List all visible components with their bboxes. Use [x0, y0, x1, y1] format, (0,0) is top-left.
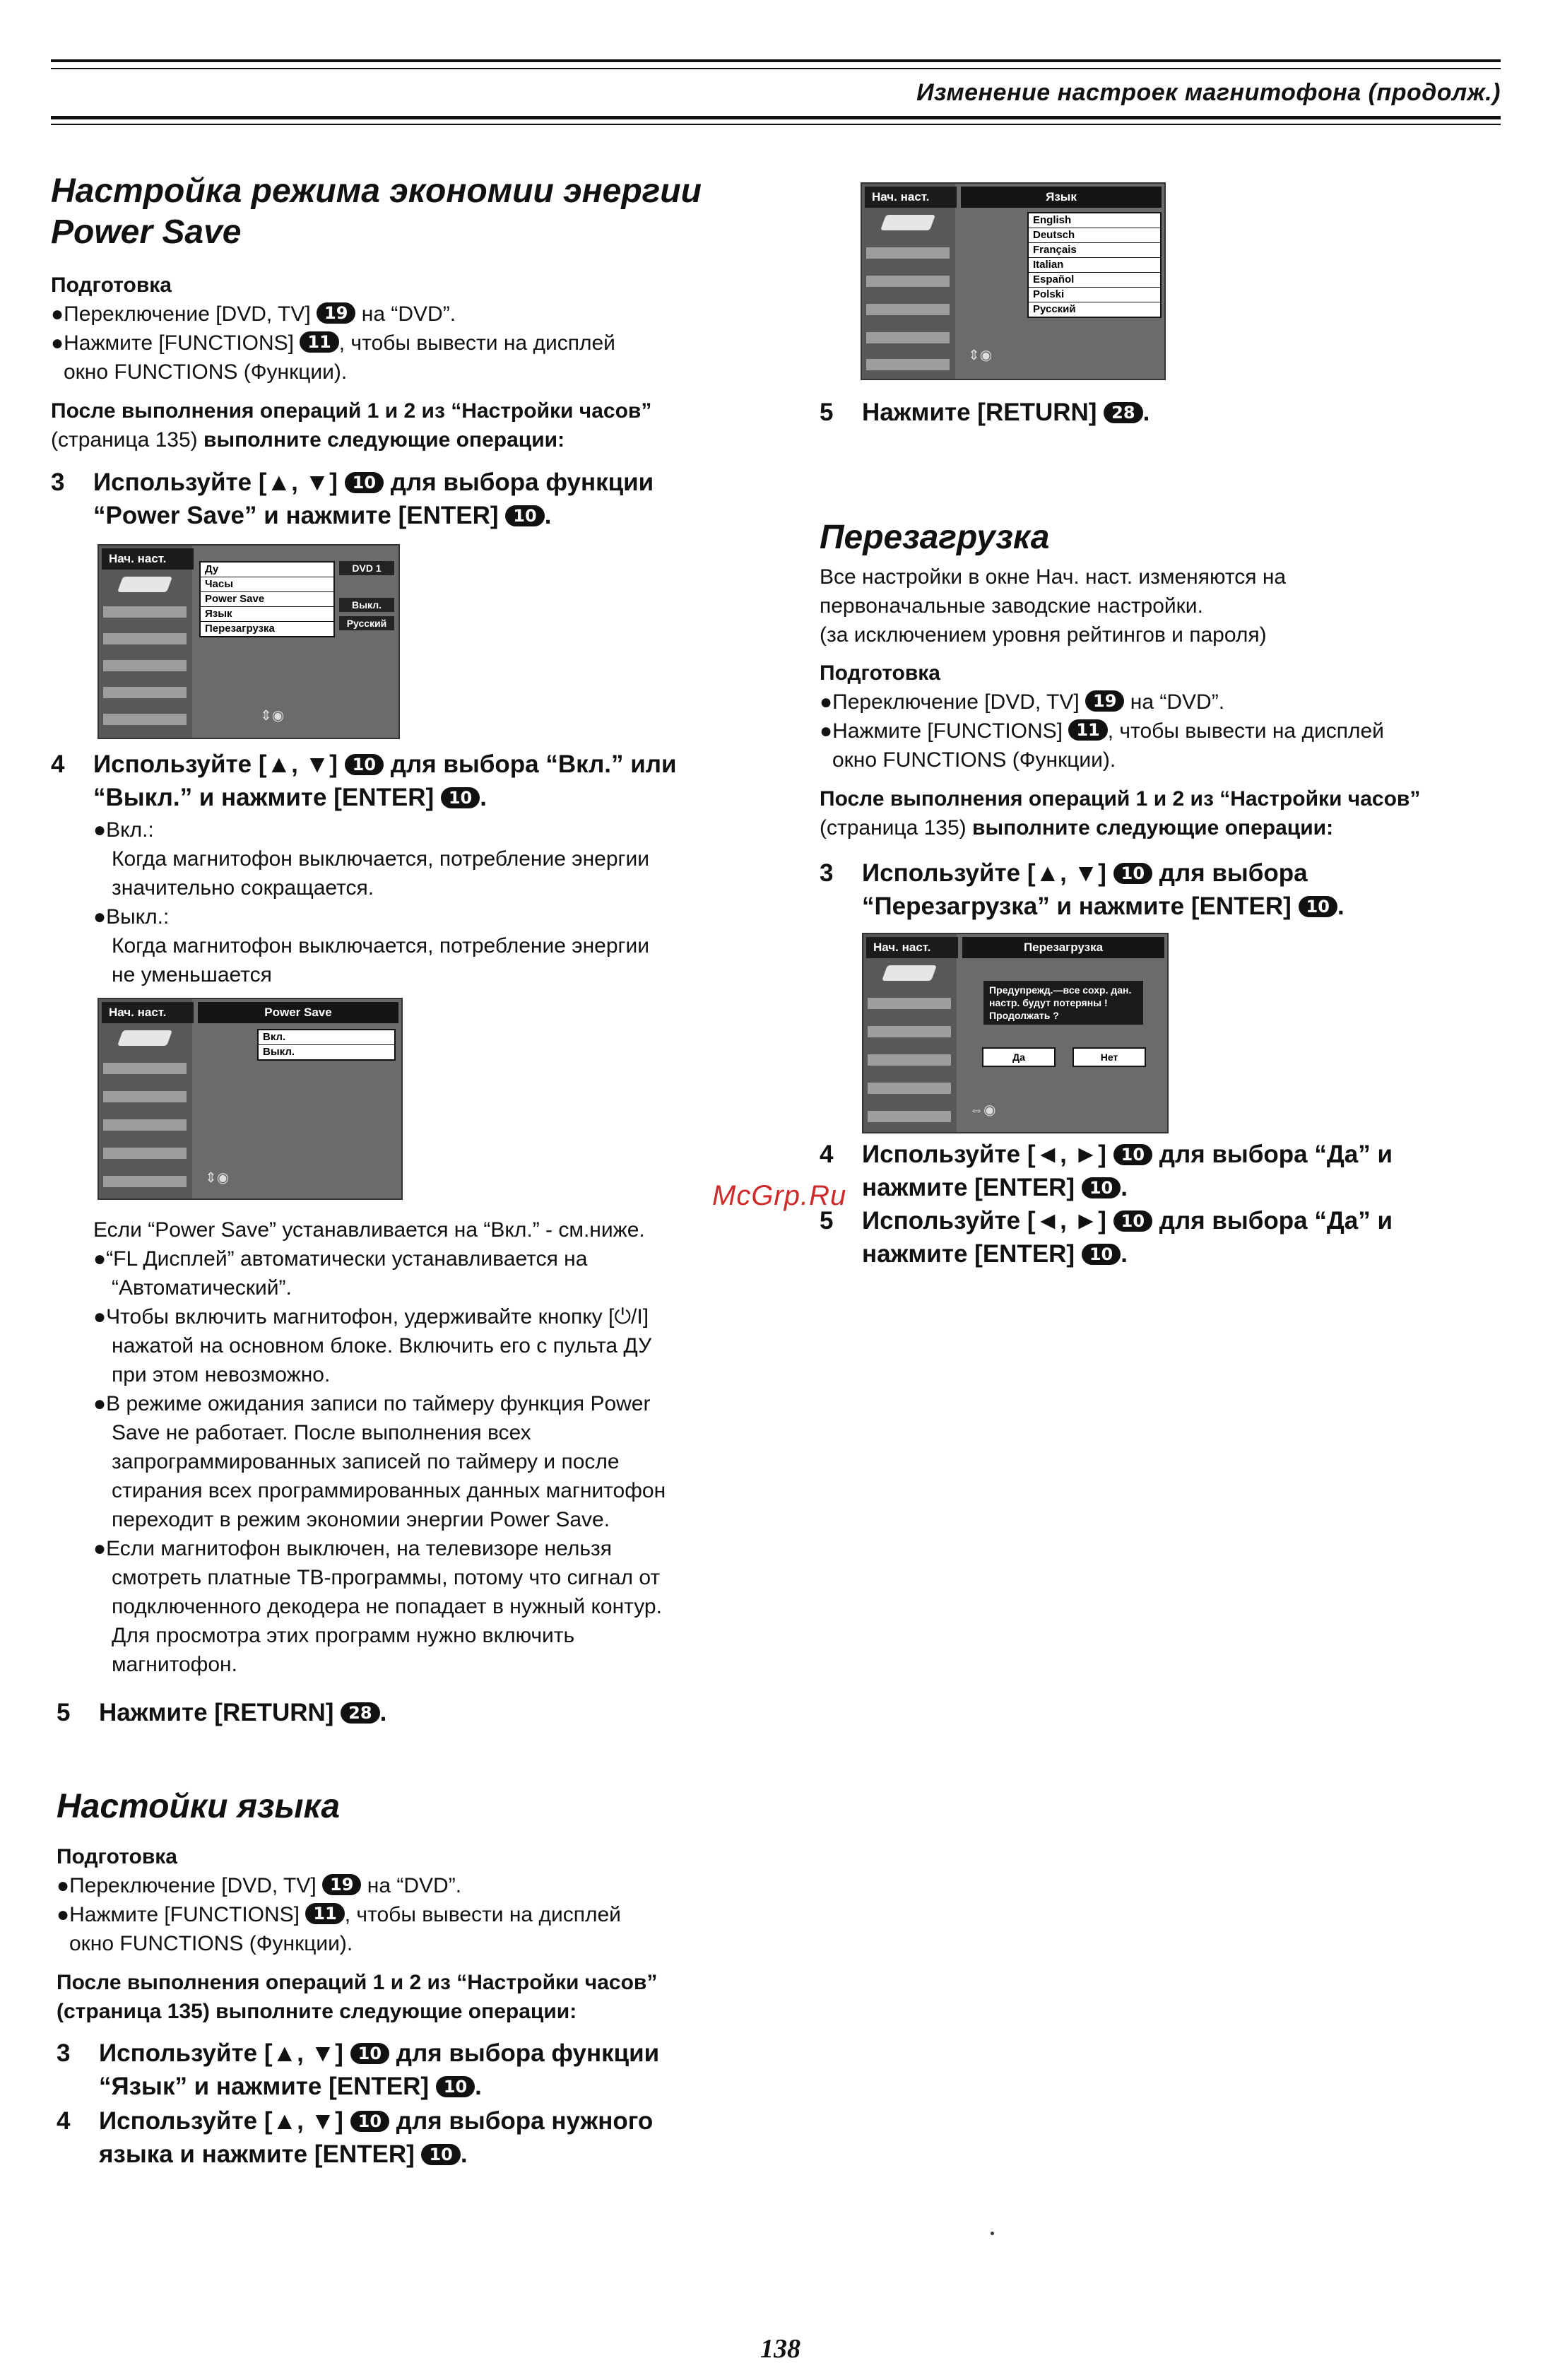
lang-after-line1: После выполнения операций 1 и 2 из “Настройки часов” [57, 1971, 658, 1994]
screen-head: Нач. наст. [866, 937, 958, 958]
ps-options-list [257, 1029, 396, 1061]
note-4-cont2: подключенного декодера не попадает в нужный контур. [112, 1595, 662, 1618]
power-save-title [51, 171, 757, 253]
off-label: ●Выкл.: [93, 905, 170, 929]
lang-prep-line2-cont: окно FUNCTIONS (Функции). [69, 1932, 353, 1955]
screen-language [861, 182, 1166, 380]
menu-item-reset: Перезагрузка [205, 623, 275, 635]
page-number: 138 [760, 2334, 800, 2364]
reset-step4: 4 Используйте [◄, ►] 10 для выбора “Да” и нажмите [ENTER] 10 . [820, 1141, 1393, 1201]
note-2-cont1: нажатой на основном блоке. Включить его с пульта ДУ [112, 1334, 652, 1357]
lang-option-deutsch: Deutsch [1029, 228, 1160, 243]
nav-arrows-icon: ⇔◉ [969, 1102, 996, 1118]
note-3-cont4: переходит в режим экономии энергии Power Save. [112, 1508, 610, 1531]
menu-item-power-save: Power Save [201, 592, 333, 607]
lang-screen-title: Язык [961, 187, 1162, 208]
lang-prep-line1: ●Переключение [DVD, TV] 19 на “DVD”. [57, 1874, 462, 1897]
note-4: ●Если магнитофон выключен, на телевизоре нельзя [93, 1537, 612, 1560]
tag-off: Выкл. [339, 598, 394, 612]
note-3-cont2: запрограммированных записей по таймеру и после [112, 1450, 620, 1473]
note-4-cont3: Для просмотра этих программ нужно включить [112, 1624, 575, 1647]
menu-item-language: Язык [201, 607, 333, 622]
reset-prep-line1: ●Переключение [DVD, TV] 19 на “DVD”. [820, 690, 1225, 714]
ps-step3: 3 Используйте [▲, ▼] 10 для выбора функции “Power Save” и нажмите [ENTER] 10 . [51, 469, 654, 529]
ps-option-off: Выкл. [263, 1046, 295, 1058]
note-2-cont2: при этом невозможно. [112, 1363, 331, 1386]
screen-head: Нач. наст. [102, 548, 194, 570]
lang-step3: 3 Используйте [▲, ▼] 10 для выбора функции “Язык” и нажмите [ENTER] 10 . [57, 2039, 660, 2100]
ps-notes [93, 1215, 757, 1679]
off-text1: Когда магнитофон выключается, потребление энергии [112, 934, 649, 958]
on-text1: Когда магнитофон выключается, потребление энергии [112, 847, 649, 871]
language-section [57, 1786, 763, 2026]
prep-line2-cont: окно FUNCTIONS (Функции). [64, 360, 348, 384]
note-3: ●В режиме ожидания записи по таймеру функция Power [93, 1392, 651, 1415]
reset-screen-title: Перезагрузка [962, 937, 1164, 958]
screen-reset [862, 933, 1169, 1133]
ps-screen-title: Power Save [198, 1002, 398, 1023]
reset-desc1: Все настройки в окне Нач. наст. изменяются на [820, 565, 1287, 589]
language-title: Настойки языка [57, 1788, 341, 1825]
reset-step5: 5 Используйте [◄, ►] 10 для выбора “Да” и нажмите [ENTER] 10 . [820, 1207, 1393, 1268]
lang-option-english: English [1029, 213, 1160, 228]
note-1-cont: “Автоматический”. [112, 1276, 292, 1300]
nav-arrows-icon: ⇕◉ [260, 708, 285, 724]
nav-arrows-icon: ⇕◉ [968, 348, 993, 363]
ps-options [93, 815, 757, 989]
reset-prep-title: Подготовка [820, 661, 940, 685]
power-save-title-line1: Настройка режима экономии энергии [51, 172, 702, 210]
reset-no-button: Нет [1072, 1047, 1146, 1067]
setup-menu-list [199, 561, 335, 637]
reset-desc2: первоначальные заводские настройки. [820, 594, 1203, 618]
after-line1: После выполнения операций 1 и 2 из “Настройки часов” [51, 399, 652, 423]
screen-setup-menu [98, 544, 400, 739]
header-rule-top [51, 59, 1501, 62]
lang-prep-line2: ●Нажмите [FUNCTIONS] 11 , чтобы вывести на дисплей [57, 1903, 621, 1926]
lang-option-russian: Русский [1033, 303, 1076, 315]
reset-section [820, 517, 1519, 842]
menu-item-clock: Часы [201, 577, 333, 592]
header-rule-bottom [51, 116, 1501, 119]
watermark: McGrp.Ru [712, 1180, 847, 1211]
reset-desc3: (за исключением уровня рейтингов и пароля) [820, 623, 1267, 647]
after-line2: (страница 135) выполните следующие операции: [51, 428, 565, 452]
screen-head: Нач. наст. [102, 1002, 194, 1023]
note-2: ●Чтобы включить магнитофон, удерживайте кнопку [⏻/I] [93, 1305, 649, 1329]
lang-option-espanol: Español [1029, 273, 1160, 288]
reset-prep-line2: ●Нажмите [FUNCTIONS] 11 , чтобы вывести на дисплей [820, 719, 1384, 743]
screen-power-save [98, 998, 403, 1200]
reset-step3: 3 Используйте [▲, ▼] 10 для выбора “Перезагрузка” и нажмите [ENTER] 10 . [820, 859, 1345, 920]
header-rule-bottom-thin [51, 124, 1501, 125]
power-save-section [51, 171, 757, 454]
note-3-cont1: Save не работает. После выполнения всех [112, 1421, 531, 1444]
lang-option-francais: Français [1029, 243, 1160, 258]
note-4-cont1: смотреть платные ТВ-программы, потому что сигнал от [112, 1566, 661, 1589]
reset-yes-button: Да [982, 1047, 1056, 1067]
reset-warning: Предупрежд.—все сохр. дан. настр. будут потеряны ! Продолжать ? [983, 981, 1143, 1025]
prep-line1: ●Переключение [DVD, TV] 19 на “DVD”. [51, 302, 456, 326]
nav-arrows-icon: ⇕◉ [205, 1170, 230, 1186]
ps-step5: 5 Нажмите [RETURN] 28 . [57, 1699, 387, 1726]
tag-dvd: DVD 1 [339, 561, 394, 575]
off-text2: не уменьшается [112, 963, 272, 986]
reset-after-line1: После выполнения операций 1 и 2 из “Настройки часов” [820, 787, 1421, 811]
reset-after-line2: (страница 135) выполните следующие операции: [820, 816, 1334, 840]
on-text2: значительно сокращается. [112, 876, 374, 900]
prep-line2: ●Нажмите [FUNCTIONS] 11 , чтобы вывести на дисплей [51, 331, 615, 355]
header-title: Изменение настроек магнитофона (продолж.) [916, 79, 1501, 106]
power-save-title-line2: Power Save [51, 213, 242, 251]
ps-step4: 4 Используйте [▲, ▼] 10 для выбора “Вкл.” или “Выкл.” и нажмите [ENTER] 10 . [51, 750, 677, 811]
lang-step5: 5 Нажмите [RETURN] 28 . [820, 399, 1150, 426]
badge-19: 19 [317, 302, 355, 324]
note-4-cont4: магнитофон. [112, 1653, 237, 1676]
reset-prep-line2-cont: окно FUNCTIONS (Функции). [832, 748, 1116, 772]
stray-dot [991, 2232, 994, 2235]
lang-prep-title: Подготовка [57, 1845, 177, 1868]
lang-after-line2: (страница 135) выполните следующие операции: [57, 2000, 577, 2023]
note-intro: Если “Power Save” устанавливается на “Вкл.” - см.ниже. [93, 1218, 645, 1242]
badge-11: 11 [300, 331, 338, 353]
lang-option-polski: Polski [1029, 288, 1160, 302]
lang-options-list [1027, 212, 1162, 318]
prep-title: Подготовка [51, 273, 172, 297]
lang-step4: 4 Используйте [▲, ▼] 10 для выбора нужного языка и нажмите [ENTER] 10 . [57, 2107, 654, 2168]
reset-title: Перезагрузка [820, 519, 1050, 556]
tag-language: Русский [339, 616, 394, 630]
on-label: ●Вкл.: [93, 818, 154, 842]
menu-item-remote: Ду [201, 562, 333, 577]
note-3-cont3: стирания всех программированных данных магнитофон [112, 1479, 666, 1502]
ps-option-on: Вкл. [259, 1030, 394, 1045]
lang-option-italian: Italian [1029, 258, 1160, 273]
note-1: ●“FL Дисплей” автоматически устанавливается на [93, 1247, 588, 1271]
screen-head: Нач. наст. [865, 187, 957, 208]
header-rule-second [51, 68, 1501, 69]
